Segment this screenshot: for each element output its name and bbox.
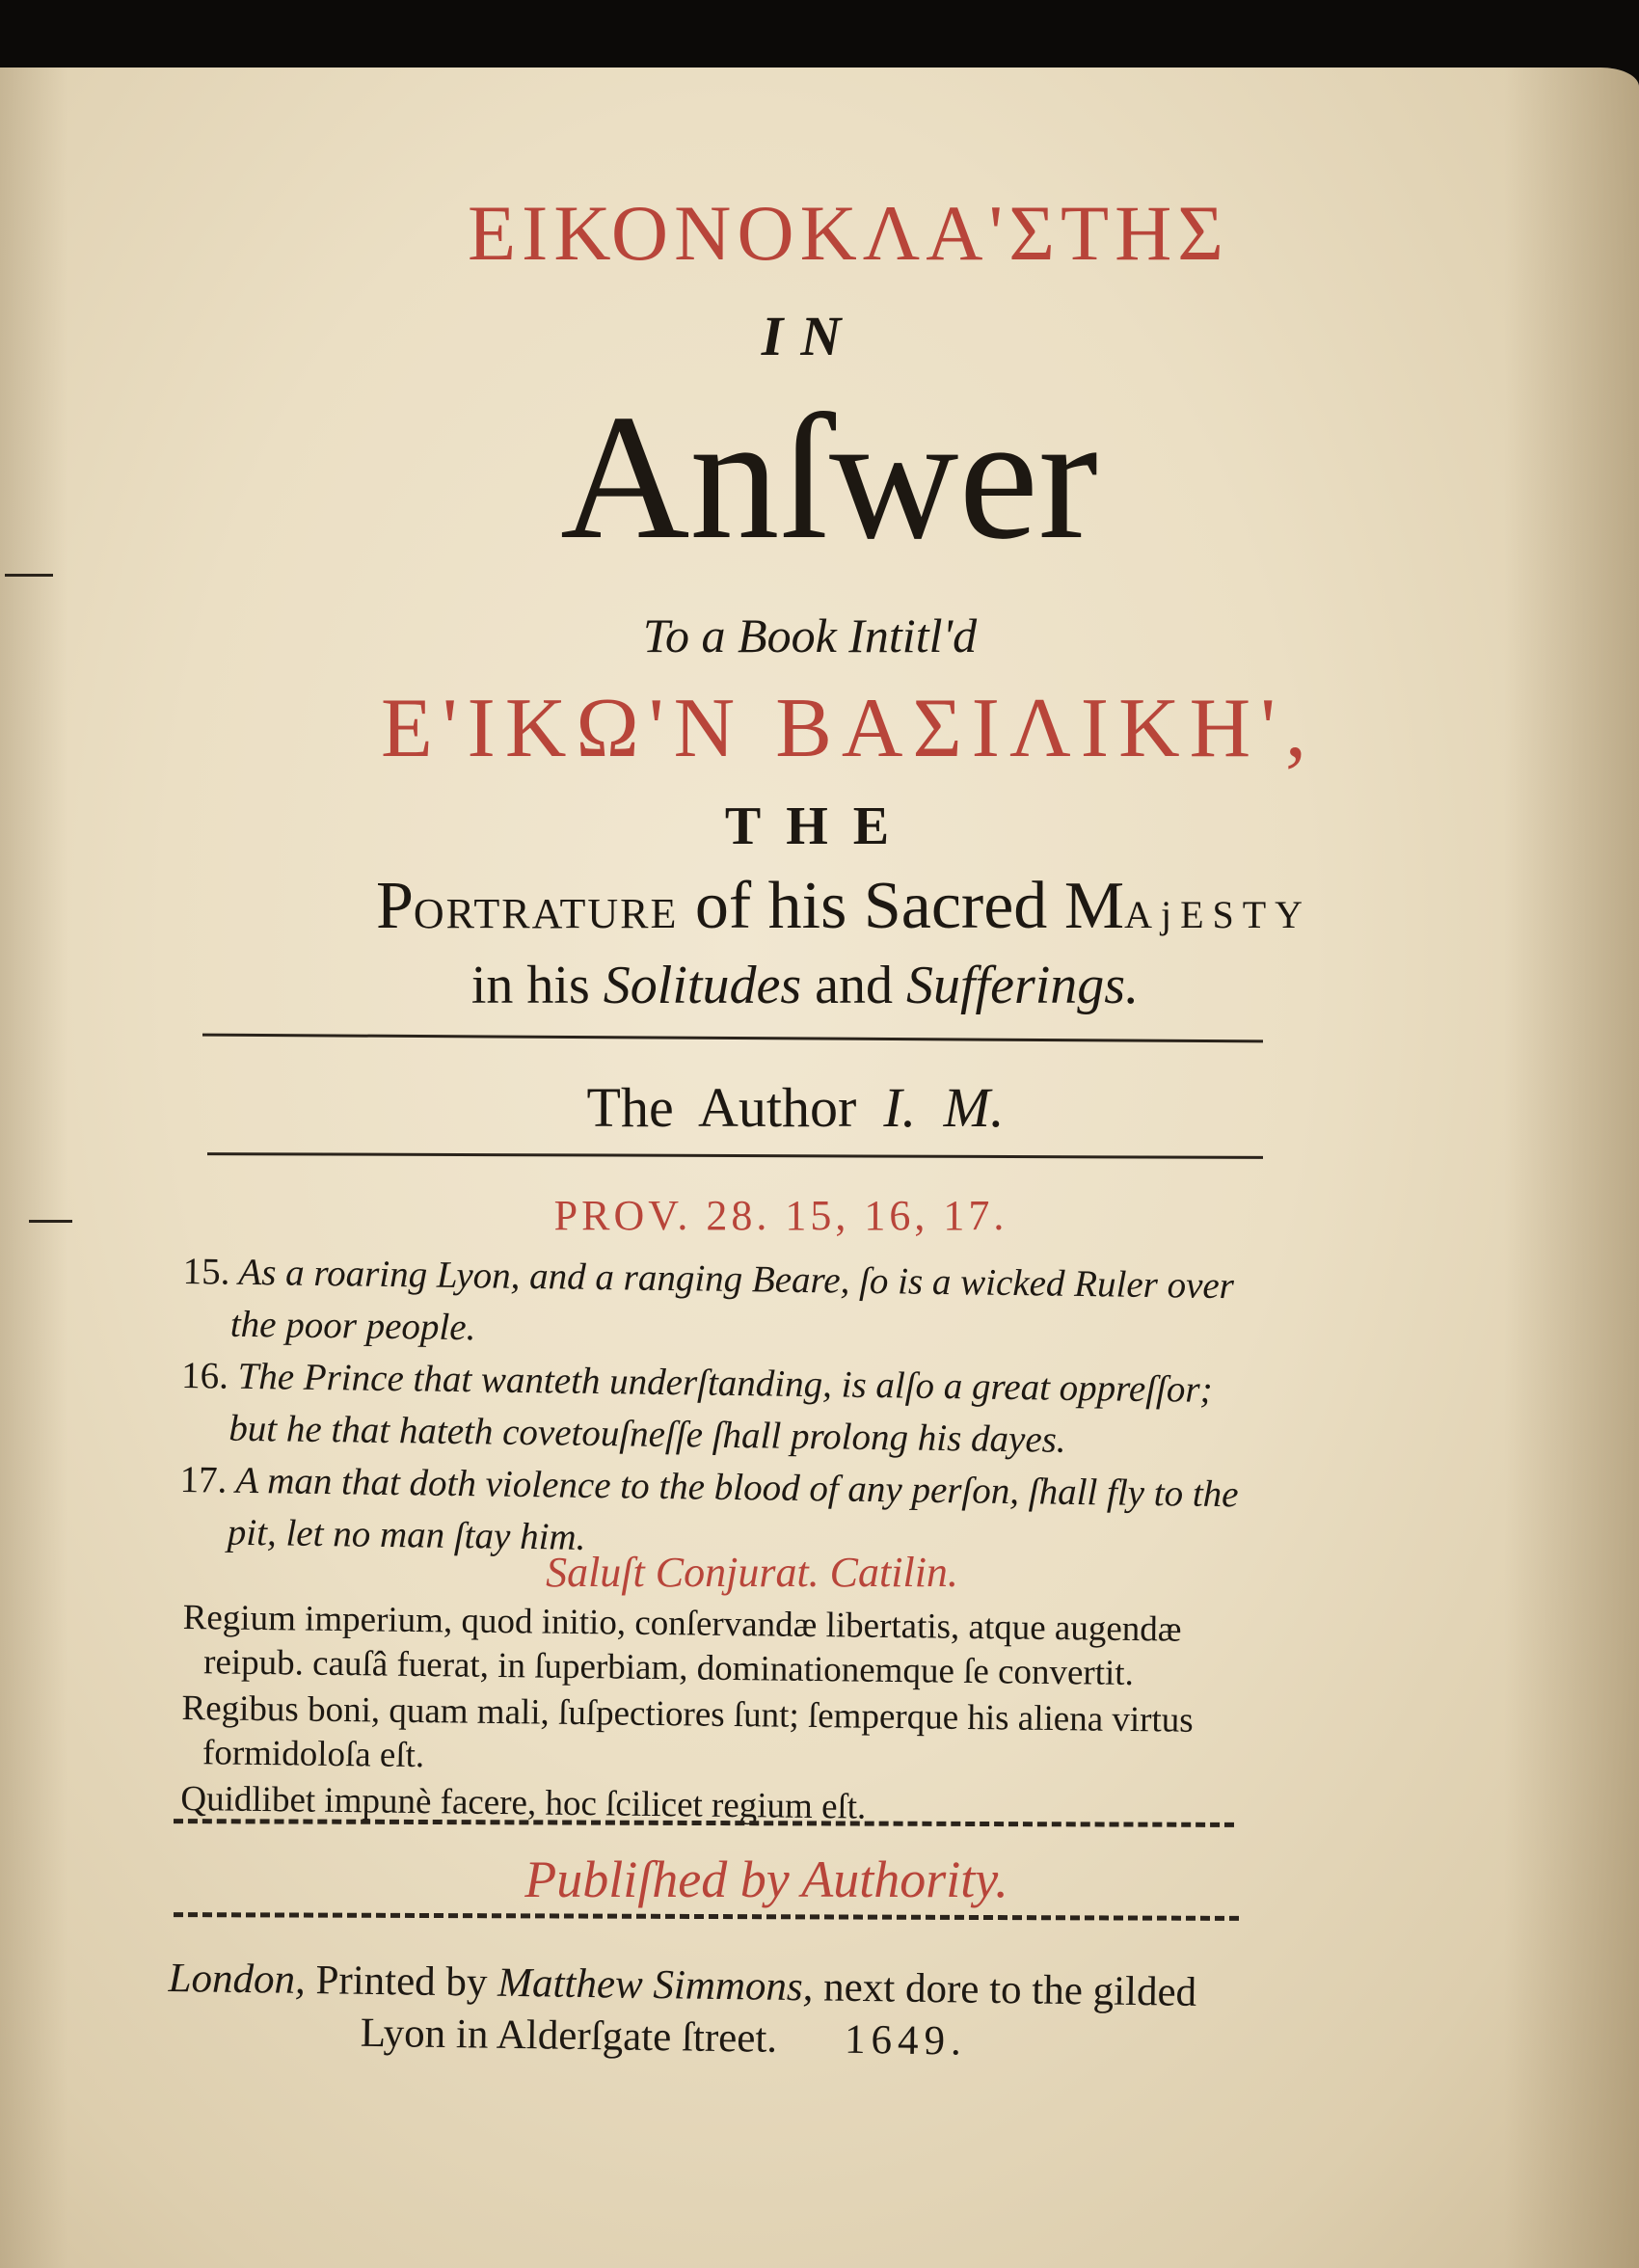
imprint-printed-by: Printed by [305,1957,498,2006]
solitudes-word: Solitudes [603,956,802,1015]
rule-divider-1 [202,1034,1263,1043]
imprint-year: 1649. [844,2016,968,2065]
published-by-authority: Publiſhed by Authority. [524,1850,1008,1908]
latin-quote-2: Regibus boni, quam mali, ſuſpectiores ſunt; ſemperque his aliena virtus formidoloſa eſt. [181,1688,1194,1776]
portrature-rest: ORTRATURE [413,890,679,937]
rule-divider-2 [207,1152,1263,1159]
verse-number: 16. [180,1354,229,1397]
verse-15 [181,1246,1262,1365]
latin-quote-3: Quidlibet impunè facere, hoc ſcilicet regium eſt. [180,1778,867,1827]
author-label: The Author [586,1076,857,1139]
solitudes-line [0,955,1625,1016]
portrature-line [24,868,1639,945]
imprint-address: next dore to the gilded [813,1964,1197,2015]
verse-16 [180,1350,1261,1470]
author-line [0,1075,1615,1140]
imprint-street: Lyon in Alderſgate ſtreet. [360,2010,778,2062]
answer-heading: Anſwer [560,378,1098,577]
ornamental-rule-2 [174,1912,1239,1921]
imprint [167,1953,1267,2072]
margin-mark [5,574,53,577]
latin-quotations [180,1596,1263,1837]
verse-text: As a roaring Lyon, and a ranging Beare, ſo is a wicked Ruler over the poor people. [229,1251,1235,1349]
verse-text: The Prince that wanteth underſtanding, is alſo a great oppreſſor; but he that hateth covetouſneſſe ſhall prolong his dayes. [228,1355,1213,1461]
majesty-initial: M [1063,869,1125,943]
sufferings-word: Sufferings. [905,956,1140,1015]
author-initials: I. M. [883,1076,1005,1139]
the-word: THE [724,796,915,856]
and-word: and [801,956,906,1015]
imprint-london: London, [168,1955,307,2003]
title-page [0,68,1639,2268]
portrature-initial: P [375,869,414,943]
proverbs-verses [178,1246,1262,1574]
majesty-rest: AjESTY [1124,893,1312,936]
in-word: IN [761,305,859,367]
proverbs-reference: PROV. 28. 15, 16, 17. [553,1192,1008,1239]
latin-quote-1: Regium imperium, quod initio, conſervandæ libertatis, atque augendæ reipub. cauſâ fuerat, in ſuperbiam, dominationemque ſe convertit. [182,1597,1182,1694]
imprint-printer: Matthew Simmons, [497,1959,814,2011]
to-a-book-line: To a Book Intitl'd [642,608,978,662]
eikon-basilike-title: Ε'ΙΚΩ'Ν ΒΑΣΙΛΙΚΗ', [380,682,1317,775]
salust-reference: Saluſt Conjurat. Catilin. [546,1549,958,1596]
verse-number: 17. [179,1458,228,1501]
of-his-sacred: of his Sacred [678,869,1064,943]
greek-title: ΕΙΚΟΝΟΚΛΑ'ΣΤΗΣ [467,189,1230,277]
verse-number: 15. [182,1250,230,1293]
in-his: in his [470,956,604,1015]
margin-mark [29,1220,72,1223]
verse-text: A man that doth violence to the blood of any perſon, ſhall fly to the pit, let no man ſtay him. [227,1459,1239,1558]
